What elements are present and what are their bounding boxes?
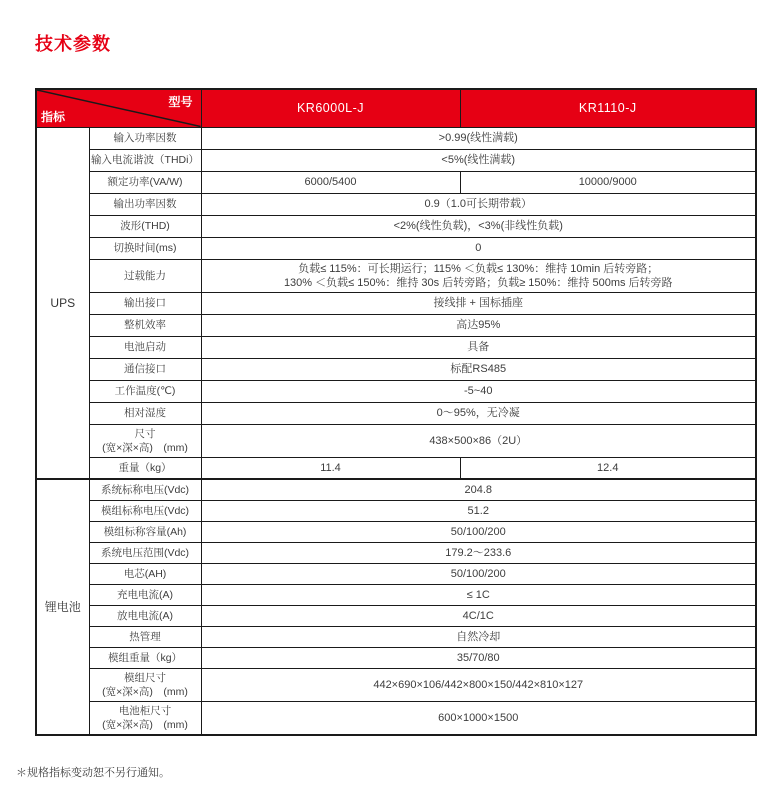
param-value: 10000/9000 <box>460 171 756 193</box>
param-value: 51.2 <box>201 500 756 521</box>
param-label: 系统标称电压(Vdc) <box>89 479 201 500</box>
param-value: <5%(线性满载) <box>201 149 756 171</box>
param-label: 通信接口 <box>89 358 201 380</box>
param-value: 6000/5400 <box>201 171 460 193</box>
param-value: 50/100/200 <box>201 521 756 542</box>
param-label: 波形(THD) <box>89 215 201 237</box>
param-label: 输入功率因数 <box>89 127 201 149</box>
corner-cell <box>36 89 201 127</box>
param-label: 系统电压范围(Vdc) <box>89 542 201 563</box>
param-label: 充电电流(A) <box>89 584 201 605</box>
param-value: 600×1000×1500 <box>201 701 756 735</box>
table-row <box>36 457 756 479</box>
table-row <box>36 500 756 521</box>
table-row <box>36 521 756 542</box>
param-label: 模组标称容量(Ah) <box>89 521 201 542</box>
table-row <box>36 171 756 193</box>
table-row <box>36 584 756 605</box>
param-value: 50/100/200 <box>201 563 756 584</box>
table-row <box>36 336 756 358</box>
param-value: 4C/1C <box>201 605 756 626</box>
param-label: 相对湿度 <box>89 402 201 424</box>
table-row <box>36 237 756 259</box>
table-row <box>36 314 756 336</box>
param-label: 重量（kg） <box>89 457 201 479</box>
model-column-header-1: KR6000L-J <box>201 89 460 127</box>
param-value: 0 <box>201 237 756 259</box>
table-row <box>36 668 756 701</box>
param-label: 工作温度(℃) <box>89 380 201 402</box>
group-label: 锂电池 <box>36 479 89 735</box>
param-value: 11.4 <box>201 457 460 479</box>
param-label: 输出接口 <box>89 292 201 314</box>
param-label: 电池柜尺寸 (宽×深×高) (mm) <box>89 701 201 735</box>
param-value: 35/70/80 <box>201 647 756 668</box>
table-row <box>36 402 756 424</box>
table-row <box>36 479 756 500</box>
param-label: 电池启动 <box>89 336 201 358</box>
param-value: 438×500×86（2U） <box>201 424 756 457</box>
param-value: 179.2～233.6 <box>201 542 756 563</box>
param-label: 电芯(AH) <box>89 563 201 584</box>
param-label: 切换时间(ms) <box>89 237 201 259</box>
param-label: 额定功率(VA/W) <box>89 171 201 193</box>
group-label: UPS <box>36 127 89 479</box>
param-value: >0.99(线性满载) <box>201 127 756 149</box>
table-row <box>36 542 756 563</box>
table-row <box>36 215 756 237</box>
param-value: 0.9（1.0可长期带载） <box>201 193 756 215</box>
param-value: 高达95% <box>201 314 756 336</box>
table-row <box>36 626 756 647</box>
footnote: ＊规格指标变动恕不另行通知。 <box>16 767 170 779</box>
table-row <box>36 127 756 149</box>
param-value: 442×690×106/442×800×150/442×810×127 <box>201 668 756 701</box>
param-value: <2%(线性负载)，<3%(非线性负载) <box>201 215 756 237</box>
corner-top-label: 型号 <box>168 95 193 109</box>
table-row <box>36 292 756 314</box>
param-value: 标配RS485 <box>201 358 756 380</box>
param-value: 接线排 + 国标插座 <box>201 292 756 314</box>
param-value: 0～95%，无冷凝 <box>201 402 756 424</box>
table-row <box>36 259 756 292</box>
page-title: 技术参数 <box>35 34 111 54</box>
param-label: 过载能力 <box>89 259 201 292</box>
table-row <box>36 380 756 402</box>
header-row <box>36 89 756 127</box>
spec-table-body <box>36 127 756 735</box>
table-row <box>36 701 756 735</box>
param-label: 模组标称电压(Vdc) <box>89 500 201 521</box>
param-value: 负载≤ 115%：可长期运行；115% ＜负载≤ 130%：维持 10min 后转旁路； 130% ＜负载≤ 150%：维持 30s 后转旁路；负载≥ 150%：维持 500ms 后转旁路 <box>201 259 756 292</box>
spec-table-header <box>36 89 756 127</box>
param-value: -5~40 <box>201 380 756 402</box>
param-label: 模组重量（kg） <box>89 647 201 668</box>
corner-bottom-label: 指标 <box>41 109 66 124</box>
table-row <box>36 647 756 668</box>
param-label: 热管理 <box>89 626 201 647</box>
table-row <box>36 193 756 215</box>
table-row <box>36 424 756 457</box>
param-value: 12.4 <box>460 457 756 479</box>
param-value: 自然冷却 <box>201 626 756 647</box>
param-value: 204.8 <box>201 479 756 500</box>
table-row <box>36 358 756 380</box>
param-label: 输入电流谐波（THDi） <box>89 149 201 171</box>
model-column-header-2: KR1110-J <box>460 89 756 127</box>
param-label: 输出功率因数 <box>89 193 201 215</box>
param-label: 放电电流(A) <box>89 605 201 626</box>
table-row <box>36 563 756 584</box>
param-value: ≤ 1C <box>201 584 756 605</box>
table-row <box>36 149 756 171</box>
param-label: 模组尺寸 (宽×深×高) (mm) <box>89 668 201 701</box>
param-value: 具备 <box>201 336 756 358</box>
param-label: 整机效率 <box>89 314 201 336</box>
table-row <box>36 605 756 626</box>
param-label: 尺寸 (宽×深×高) (mm) <box>89 424 201 457</box>
spec-table <box>35 88 757 736</box>
